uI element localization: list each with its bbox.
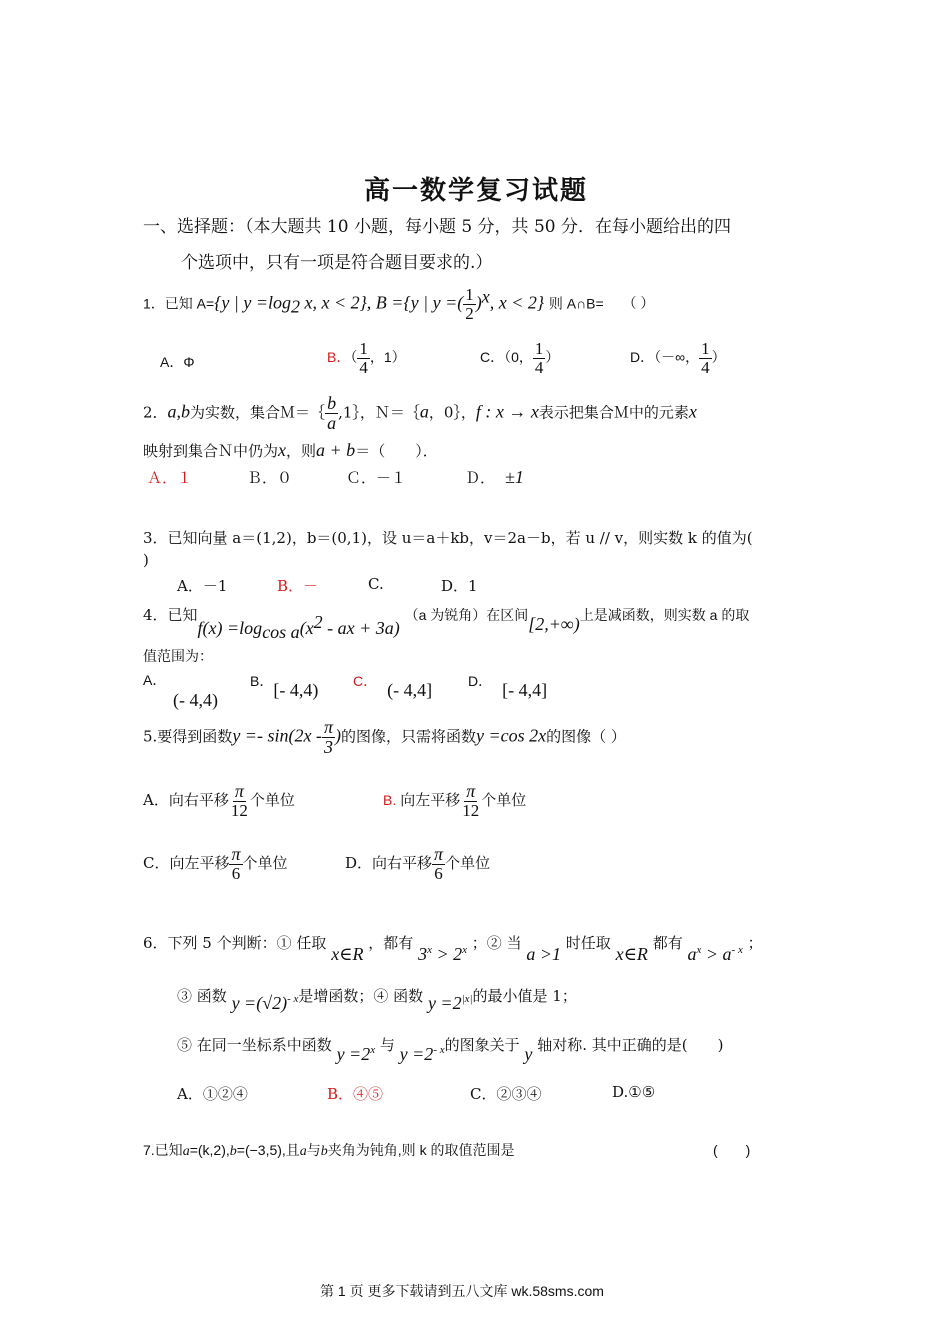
q1-log-base: 2 (290, 296, 300, 317)
q6-l1a: 6．下列 5 个判断：① 任取 (143, 934, 327, 952)
q6-l1f: ； (747, 934, 763, 952)
q2-option-d (465, 467, 524, 488)
q3-option-d: D．1 (441, 577, 478, 595)
question-2-line2 (143, 440, 438, 461)
q2-ab: a,b (167, 401, 191, 422)
q2-option-d-val: ±1 (505, 467, 524, 487)
q2-text1: 为实数，集合Ｍ＝｛ (190, 403, 326, 422)
question-4-line2: 值范围为： (143, 648, 213, 664)
q1-option-d-label: D． (630, 349, 655, 366)
q6-l1-math2b-sup: x (462, 944, 468, 956)
question-1: 1．已知 A={y | $y =\log_2$ x, x < 2}, B ={y | y =( $\frac{1}{2}$ )$^x$, x < 2} 则 A∩B= （ ） (143, 285, 655, 323)
q5-option-b-den: 12 (462, 800, 480, 820)
q1-option-b-label: B． (327, 349, 351, 366)
q4-option-d-label: D． (468, 673, 493, 689)
q6-l3c: 的图象关于 (444, 1036, 520, 1054)
q2-map: f : x → x (475, 401, 539, 422)
q6-l3-math1: y =2 (336, 1044, 371, 1064)
q1-option-c-close: ） (545, 349, 560, 366)
q5-option-b (383, 782, 526, 820)
question-6-line2 (177, 985, 577, 1013)
q5-func: y =- sin(2x - (232, 725, 322, 746)
q5-option-a-tail: 个单位 (249, 790, 295, 809)
q4-option-b (250, 670, 319, 700)
q4-option-a (143, 670, 218, 711)
q6-l1-math5b: > a (701, 944, 732, 964)
q1-fraction (463, 286, 476, 323)
q1-frac-num: 1 (465, 285, 474, 304)
q6-l1-math5-sup: x (696, 944, 702, 956)
q1-option-b-close: ，1） (369, 349, 406, 366)
q4-option-b-label: B． (250, 673, 274, 689)
q5-option-c-den: 6 (231, 863, 241, 883)
q5-func2: y =cos 2x (475, 725, 547, 746)
q2-line2b: ，则 (286, 442, 317, 460)
question-4-line1 (143, 598, 750, 642)
q1-option-a: A．Φ (160, 354, 195, 370)
q2-text4: 表示把集合Ｍ中的元素 (538, 403, 689, 422)
q7-b2: b (320, 1144, 328, 1159)
q1-option-c-den: 4 (534, 357, 544, 377)
q5-option-b-num: π (466, 781, 476, 801)
q6-l1d: 时任取 (565, 934, 611, 952)
q4-prefix: 4．已知 (143, 606, 198, 624)
q5-option-a-den: 12 (230, 800, 248, 820)
question-2-line1 (143, 394, 697, 433)
q1-exp: x (481, 286, 490, 307)
q1-option-c-label: C． (480, 349, 505, 366)
q5-option-a-label: A．向右平移 (143, 790, 229, 809)
q7-a2: a (299, 1144, 307, 1159)
q5-option-b-text: 向左平移 (400, 790, 461, 809)
q2-option-d-label: Ｄ． (465, 469, 496, 487)
q6-l3-math2-sup: - x (433, 1044, 445, 1056)
q3-option-c: C. (368, 575, 384, 593)
q6-l3d: 轴对称. 其中正确的是( ) (537, 1036, 724, 1054)
q4-option-c (353, 670, 433, 700)
q2-apb: a + b (316, 440, 356, 460)
q1-option-c-num: 1 (534, 339, 544, 358)
q5-option-c (143, 845, 288, 883)
q7-paren: ( ) (713, 1142, 751, 1158)
q1-option-c-open: （0， (504, 349, 533, 366)
q5-text2: 的图像（ ） (546, 727, 626, 746)
q5-text1: 的图像，只需将函数 (340, 727, 476, 746)
q1-suffix: 则 A∩B= (548, 295, 604, 312)
section-header-line1: 一、选择题：（本大题共 10 小题，每小题 5 分，共 50 分．在每小题给出的四 (143, 217, 732, 237)
q7-a1: a (182, 1144, 190, 1159)
q6-l1-math3: a >1 (526, 944, 562, 964)
q5-option-d (345, 845, 490, 883)
q6-option-a: A．①②④ (177, 1085, 248, 1103)
q6-l1-math5: a (687, 944, 697, 964)
q4-option-c-val: (- 4,4] (387, 680, 433, 700)
q1-frac-den: 2 (465, 303, 474, 323)
q6-l1-math4: x∈R (615, 944, 648, 964)
question-3-line2: ) (143, 551, 149, 569)
q5-option-c-num: π (231, 844, 241, 864)
q2-text2: ,1｝，Ｎ＝｛ (338, 403, 420, 422)
page-title: 高一数学复习试题 (364, 176, 589, 206)
q7-b1: b (229, 1144, 237, 1159)
question-6-line3 (177, 1034, 724, 1064)
q6-option-b: B．④⑤ (327, 1085, 384, 1103)
q2-frac-den: a (327, 412, 337, 433)
q6-l3b: 与 (379, 1036, 395, 1054)
q6-option-c: C．②③④ (470, 1085, 542, 1103)
question-7 (143, 1140, 514, 1160)
q6-l1-math5b-sup: - x (731, 944, 743, 956)
q6-l1b: ，都有 (368, 934, 414, 952)
q6-l2-math1-sup: - x (287, 993, 299, 1005)
q6-l1-math1: x∈R (331, 944, 364, 964)
q1-option-d-close: ） (711, 349, 726, 366)
q6-l2-math2-sup: |x| (461, 993, 473, 1005)
q2-prefix: 2． (143, 403, 168, 422)
q5-option-d-den: 6 (434, 863, 443, 883)
q1-option-d-num: 1 (701, 339, 710, 358)
q4-option-a-val: (- 4,4) (173, 690, 218, 710)
q7-t3: 与 (306, 1142, 321, 1158)
q6-l1-math2: 3 (418, 944, 428, 964)
q7-t4: 夹角为钝角,则 k 的取值范围是 (327, 1142, 515, 1158)
q6-l2b: 是增函数；④ 函数 (298, 987, 424, 1005)
question-6-line1 (143, 932, 763, 964)
q6-l2-math1: y =(√2) (231, 993, 288, 1013)
q4-option-a-label: A． (143, 672, 167, 688)
q4-option-d-val: [- 4,4] (502, 680, 548, 700)
q1-set-a-rest: x, x < 2}, B ={y | y =( (299, 292, 464, 313)
question-5 (143, 718, 626, 757)
q7-prefix: 7.已知 (143, 1142, 183, 1158)
q2-x1: x (688, 401, 697, 422)
section-header-line2: 个选项中，只有一项是符合题目要求的.） (181, 253, 493, 273)
q5-prefix: 5.要得到函数 (143, 727, 233, 746)
q6-l1e: 都有 (652, 934, 683, 952)
q1-prefix: 1．已知 A= (143, 295, 215, 312)
q1-option-b-den: 4 (359, 357, 368, 377)
q2-option-c: Ｃ．－１ (346, 469, 407, 487)
q4-text2: 上是减函数，则实数 a 的取 (579, 607, 750, 623)
q5-option-b-tail: 个单位 (481, 790, 527, 809)
q4-option-b-val: [- 4,4) (273, 680, 319, 700)
q2-frac-num: b (327, 393, 337, 413)
q4-func-tail: - ax + 3a) (322, 618, 400, 638)
q1-option-b-open: （ (350, 349, 358, 366)
q5-frac-den: 3 (323, 736, 333, 757)
q1-option-d (630, 340, 726, 377)
q1-option-d-open: （－∞， (654, 349, 700, 366)
q2-x2: x (278, 440, 287, 460)
q5-option-a-num: π (234, 781, 244, 801)
q6-l1c: ；② 当 (471, 934, 522, 952)
q6-option-d: D.①⑤ (612, 1083, 656, 1101)
q1-paren: （ ） (622, 295, 655, 312)
q6-l3-math3: y (524, 1044, 533, 1064)
q5-option-b-label: B. (383, 791, 397, 808)
q1-set-a: {y | y =log (214, 292, 291, 313)
q5-option-c-label: C．向左平移 (143, 853, 230, 872)
q4-base: cos a (262, 622, 300, 642)
q2-text3: ，0｝， (428, 403, 476, 422)
q6-l2c: 的最小值是 1； (472, 987, 577, 1005)
q5-frac-num: π (323, 717, 333, 737)
q2-option-b: Ｂ．０ (247, 469, 293, 487)
q6-l3-math1-sup: x (370, 1044, 376, 1056)
page-footer: 第 1 页 更多下载请到五八文库 wk.58sms.com (320, 1283, 604, 1299)
q2-line2c: ＝（ ）． (355, 442, 438, 460)
q1-option-b (327, 340, 406, 377)
q5-option-d-label: D．向右平移 (345, 853, 433, 872)
q4-interval: [2,+∞) (528, 614, 580, 634)
q5-option-c-tail: 个单位 (242, 853, 288, 872)
q5-option-d-tail: 个单位 (445, 853, 491, 872)
q3-option-b: B．－ (277, 577, 319, 595)
q2-line2a: 映射到集合Ｎ中仍为 (143, 442, 279, 460)
q6-l3-math2: y =2 (399, 1044, 434, 1064)
q6-l1-math2b: > 2 (431, 944, 463, 964)
q4-text1: （a 为锐角）在区间 (404, 607, 529, 623)
q1-option-c (480, 340, 559, 377)
q1-option-d-den: 4 (701, 357, 710, 377)
q6-l1-math2-sup: x (427, 944, 432, 956)
q4-option-d (468, 670, 548, 700)
q4-func: f(x) =log (197, 618, 263, 638)
q7-t2: =(−3,5),且 (236, 1142, 300, 1158)
q6-l2a: ③ 函数 (177, 987, 227, 1005)
q3-option-a: A．－1 (177, 577, 228, 595)
q1-set-b-rest: , x < 2} (489, 292, 545, 313)
q4-option-c-label: C． (353, 673, 378, 689)
q2-a0: a (419, 401, 429, 422)
q4-func-rest: (x (299, 618, 314, 638)
question-3-line1: 3．已知向量 a＝(1,2)，b＝(0,1)，设 u＝a＋kb，v＝2a－b，若 u // v，则实数 k 的值为( (143, 529, 753, 547)
q5-option-d-num: π (434, 844, 444, 864)
q5-option-a (143, 782, 295, 820)
q7-t1: =(k,2), (189, 1142, 230, 1158)
q6-l2-math2: y =2 (427, 993, 462, 1013)
q2-option-a: Ａ．１ (147, 469, 193, 487)
q1-option-b-num: 1 (359, 339, 368, 358)
q6-l3a: ⑤ 在同一坐标系中函数 (177, 1036, 332, 1054)
q5-func-close: ) (334, 725, 341, 746)
q4-sq: 2 (313, 612, 323, 632)
